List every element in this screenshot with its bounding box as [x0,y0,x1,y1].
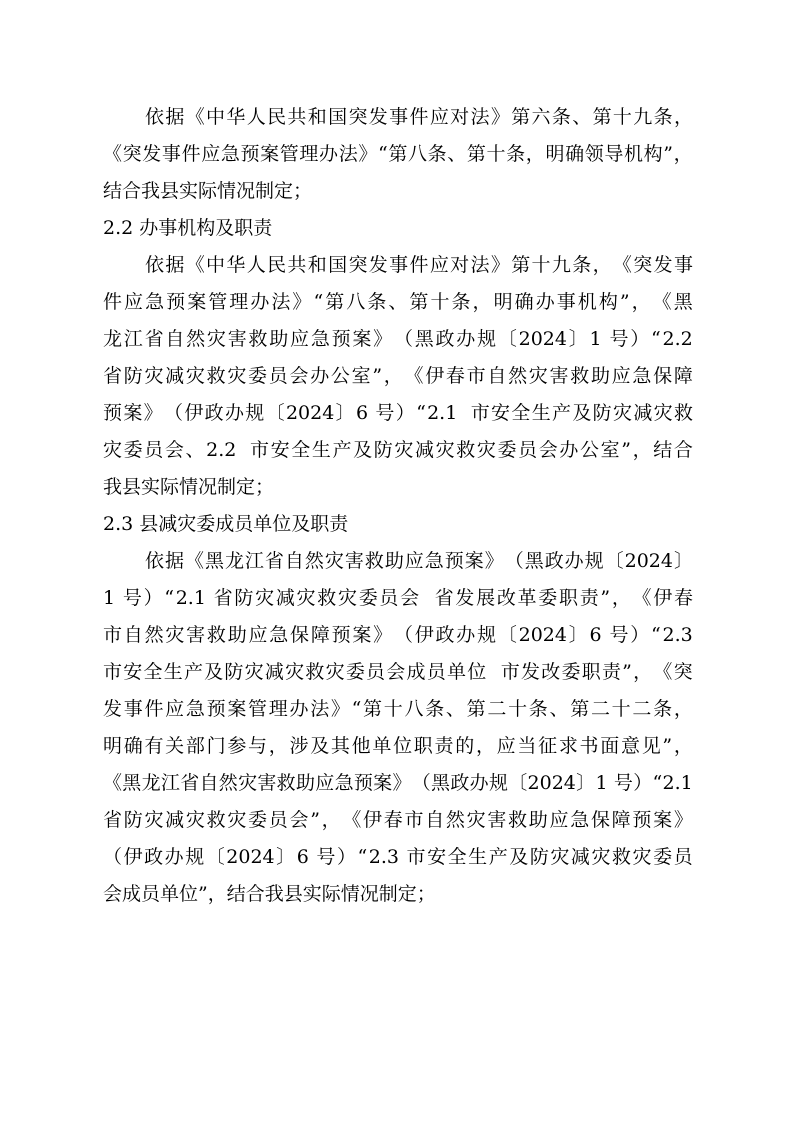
paragraph-1-line-3: 结合我县实际情况制定； [103,180,313,202]
paragraph-3-line-7: 《 黑 龙 江 省 自 然 灾 害 救 助 应 急 预 案 》 （ 黑 政 办 规 〔 2024 〕 1 号 ） “ 2.1 [103,772,693,794]
paragraph-1-line-2: 《 突 发 事 件 应 急 预 案 管 理 办 法 》 “ 第 八 条 、 第 十 条 ， 明 确 领 导 机 构 ” ， [103,143,693,165]
paragraph-3-line-6: 明 确 有 关 部 门 参 与 ， 涉 及 其 他 单 位 职 责 的 ， 应 当 征 求 书 面 意 见 ” ， [103,735,693,757]
paragraph-3-line-3: 市 自 然 灾 害 救 助 应 急 保 障 预 案 》 （ 伊 政 办 规 〔 2024 〕 6 号 ） “ 2.3 [103,624,693,646]
paragraph-2-line-4: 省 防 灾 减 灾 救 灾 委 员 会 办 公 室 ” ， 《 伊 春 市 自 然 灾 害 救 助 应 急 保 障 [103,365,693,387]
paragraph-3-line-2: 1 号 ） “ 2.1 省 防 灾 减 灾 救 灾 委 员 会 省 发 展 改 革 委 职 责 ” ， 《 伊 春 [103,587,693,609]
paragraph-3-line-4: 市 安 全 生 产 及 防 灾 减 灾 救 灾 委 员 会 成 员 单 位 市 发 改 委 职 责 ” ， 《 突 [103,661,693,683]
paragraph-2-line-2: 件 应 急 预 案 管 理 办 法 》 “ 第 八 条 、 第 十 条 ， 明 确 办 事 机 构 ” ， 《 黑 [103,291,693,313]
paragraph-3-line-1: 依 据 《 黑 龙 江 省 自 然 灾 害 救 助 应 急 预 案 》 （ 黑 政 办 规 〔 2024 〕 [145,550,693,572]
paragraph-3-line-9: （ 伊 政 办 规 〔 2024 〕 6 号 ） “ 2.3 市 安 全 生 产 及 防 灾 减 灾 救 灾 委 员 [103,846,693,868]
paragraph-3-line-10: 会成员单位”，结合我县实际情况制定； [103,883,436,905]
paragraph-2-line-3: 龙 江 省 自 然 灾 害 救 助 应 急 预 案 》 （ 黑 政 办 规 〔 2024 〕 1 号 ） “ 2.2 [103,328,693,350]
paragraph-3-line-5: 发 事 件 应 急 预 案 管 理 办 法 》 “ 第 十 八 条 、 第 二 十 条 、 第 二 十 二 条 ， [103,698,693,720]
paragraph-2-line-7: 我县实际情况制定； [103,476,275,498]
paragraph-2-line-6: 灾 委 员 会 、 2.2 市 安 全 生 产 及 防 灾 减 灾 救 灾 委 员 会 办 公 室 ” ， 结 合 [103,439,693,461]
paragraph-2-line-5: 预 案 》 （ 伊 政 办 规 〔 2024 〕 6 号 ） “ 2.1 市 安 全 生 产 及 防 灾 减 灾 救 [103,402,693,424]
section-heading-2-3: 2.3 县减灾委成员单位及职责 [103,513,349,535]
paragraph-2-line-1: 依 据 《 中 华 人 民 共 和 国 突 发 事 件 应 对 法 》 第 十 九 条 ， 《 突 发 事 [145,254,693,276]
section-heading-2-2: 2.2 办事机构及职责 [103,217,273,239]
paragraph-3-line-8: 省 防 灾 减 灾 救 灾 委 员 会 ” ， 《 伊 春 市 自 然 灾 害 救 助 应 急 保 障 预 案 》 [103,809,693,831]
paragraph-1-line-1: 依 据 《 中 华 人 民 共 和 国 突 发 事 件 应 对 法 》 第 六 条 、 第 十 九 条 ， [145,106,693,128]
